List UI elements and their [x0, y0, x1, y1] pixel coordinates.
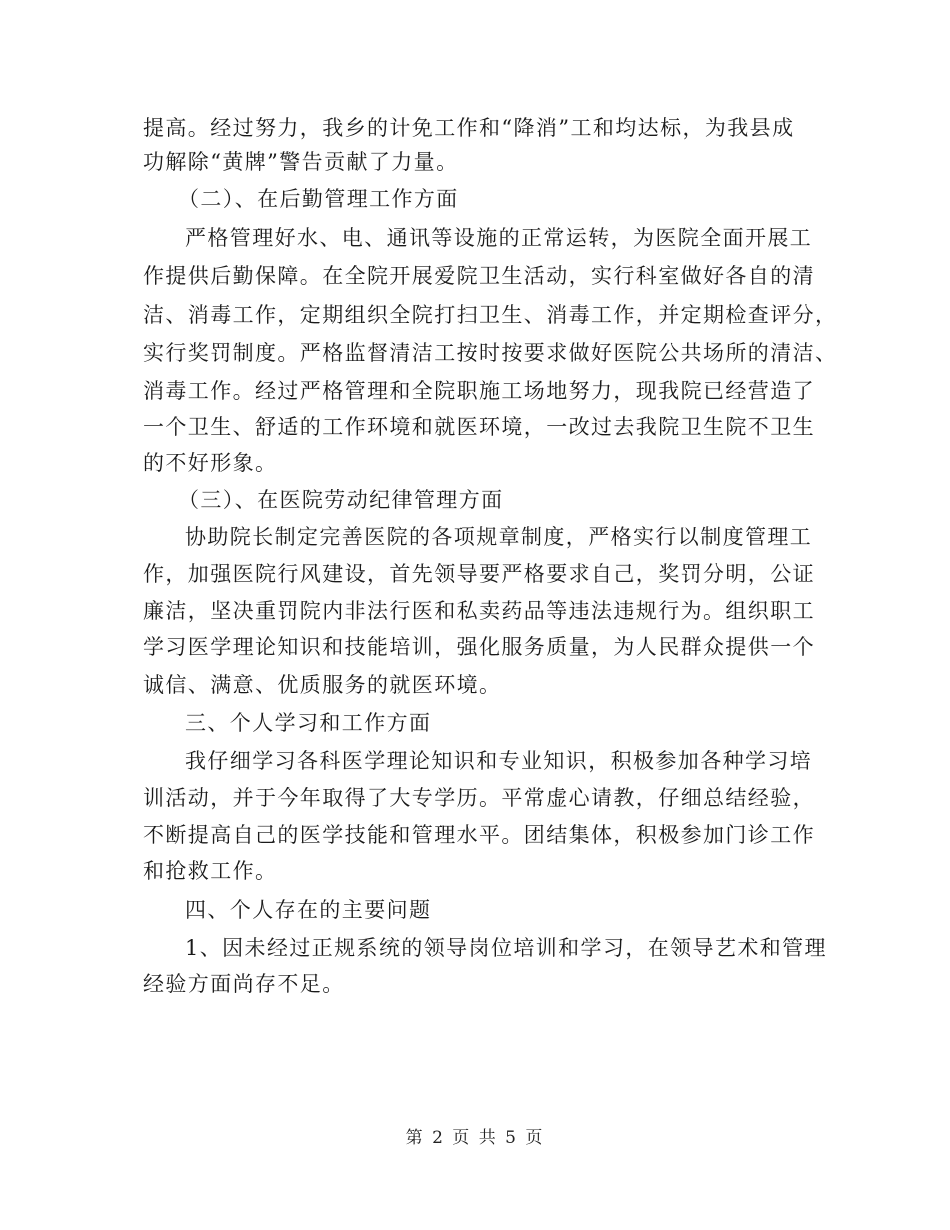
- paragraph-first-line: 协助院长制定完善医院的各项规章制度，严格实行以制度管理工: [185, 525, 813, 549]
- body-text-line: 作，加强医院行风建设，首先领导要严格要求自己，奖罚分明，公证: [143, 562, 815, 586]
- body-text-line: 的不好形象。: [143, 451, 278, 475]
- body-text-line: 一个卫生、舒适的工作环境和就医环境，一改过去我院卫生院不卫生: [143, 415, 815, 439]
- body-text-line: 洁、消毒工作，定期组织全院打扫卫生、消毒工作，并定期检查评分，: [143, 303, 838, 327]
- body-text-line: 实行奖罚制度。严格监督清洁工按时按要求做好医院公共场所的清洁、: [143, 341, 838, 365]
- section-heading: 四、个人存在的主要问题: [185, 898, 432, 922]
- section-heading: （三）、在医院劳动纪律管理方面: [178, 488, 504, 512]
- body-text-line: 训活动，并于今年取得了大专学历。平常虚心请教，仔细总结经验，: [143, 786, 815, 810]
- body-text-line: 诚信、满意、优质服务的就医环境。: [143, 673, 502, 697]
- body-text-line: 学习医学理论知识和技能培训，强化服务质量，为人民群众提供一个: [143, 635, 815, 659]
- body-text-line: 和抢救工作。: [143, 859, 278, 883]
- body-text-line: 不断提高自己的医学技能和管理水平。团结集体，积极参加门诊工作: [143, 823, 815, 847]
- body-text-line: 廉洁，坚决重罚院内非法行医和私卖药品等违法违规行为。组织职工: [143, 599, 815, 623]
- section-heading: （二）、在后勤管理工作方面: [178, 187, 459, 211]
- paragraph-first-line: 我仔细学习各科医学理论知识和专业知识，积极参加各种学习培: [185, 749, 813, 773]
- body-text-line: 作提供后勤保障。在全院开展爱院卫生活动，实行科室做好各自的清: [143, 264, 815, 288]
- section-heading: 三、个人学习和工作方面: [185, 711, 432, 735]
- page-number-footer: 第 2 页 共 5 页: [405, 1128, 545, 1148]
- paragraph-first-line: 严格管理好水、电、通讯等设施的正常运转，为医院全面开展工: [185, 226, 813, 250]
- body-text-line: 功解除“黄牌”警告贡献了力量。: [143, 150, 459, 174]
- body-text-line: 经验方面尚存不足。: [143, 972, 345, 996]
- body-text-line: 提高。经过努力，我乡的计免工作和“降消”工和均达标，为我县成: [143, 116, 795, 140]
- body-text-line: 消毒工作。经过严格管理和全院职施工场地努力，现我院已经营造了: [143, 379, 815, 403]
- paragraph-first-line: 1、因未经过正规系统的领导岗位培训和学习，在领导艺术和管理: [185, 936, 827, 960]
